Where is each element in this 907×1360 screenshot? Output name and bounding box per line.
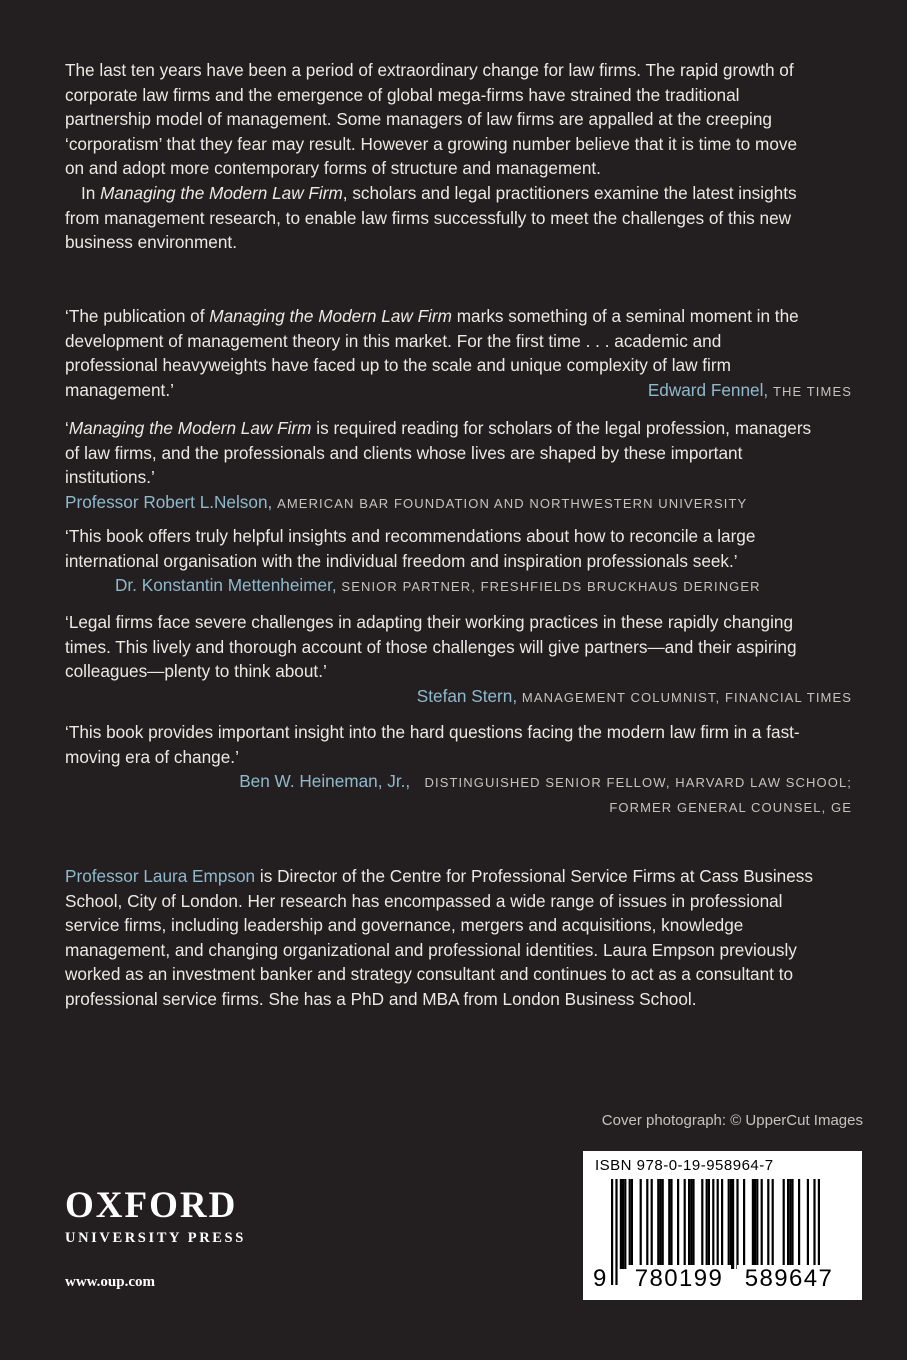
- barcode-bar: [624, 1179, 626, 1269]
- barcode-bar: [662, 1179, 664, 1269]
- endorsement-text: ‘This book provides important insight into the hard questions facing the modern law firm in a fast-moving era of change.’: [65, 722, 800, 767]
- quote-book-title: Managing the Modern Law Firm: [68, 418, 312, 438]
- endorser-name: Stefan Stern,: [416, 685, 518, 706]
- barcode-bar: [690, 1179, 692, 1269]
- cover-credit: Cover photograph: © UpperCut Images: [601, 1112, 863, 1129]
- barcode-bar: [783, 1179, 785, 1269]
- barcode-bar: [706, 1179, 708, 1269]
- barcode-bar: [798, 1179, 800, 1269]
- barcode-bar: [791, 1179, 793, 1269]
- barcode-bar: [668, 1179, 670, 1269]
- publisher-logo-main: OXFORD: [65, 1185, 238, 1226]
- barcode-bar: [677, 1179, 679, 1269]
- barcode-bar: [688, 1179, 690, 1269]
- blurb-paragraph-2: [65, 181, 810, 255]
- endorser-affiliation: DISTINGUISHED SENIOR FELLOW, HARVARD LAW SCHOOL;: [424, 775, 852, 791]
- endorsement: [65, 416, 815, 516]
- quote-text: ‘: [65, 418, 69, 438]
- endorser-name: Dr. Konstantin Mettenheimer,: [115, 575, 337, 596]
- barcode-bar: [752, 1179, 754, 1269]
- endorser-name: Edward Fennel,: [647, 379, 769, 400]
- endorser-affiliation: MANAGEMENT COLUMNIST, FINANCIAL TIMES: [521, 689, 852, 705]
- endorser-name: Ben W. Heineman, Jr.,: [239, 771, 411, 792]
- barcode-bar: [756, 1179, 758, 1269]
- blurb-p2-before: In: [81, 182, 101, 203]
- endorsement-attribution: [65, 769, 852, 796]
- quote-text: marks something of a seminal moment in the development of management theory in this market. For the first time . . . academic and professional heavyweights have faced up to the scale and unique complexity of law firm management.’: [65, 306, 799, 400]
- endorsement-text: ‘This book offers truly helpful insights and recommendations about how to reconcile a large international organisation with the individual freedom and inspiration professionals seek.’: [65, 526, 756, 571]
- blurb-p2-after: , scholars and legal practitioners examine the latest insights from management research, to enable law firms successfully to meet the challenges of this new business environment.: [65, 182, 797, 253]
- barcode-bar: [736, 1179, 738, 1269]
- barcode-bar: [670, 1179, 672, 1269]
- endorsement-attribution: [65, 573, 815, 600]
- isbn-barcode: [583, 1151, 862, 1300]
- barcode-bar: [659, 1179, 661, 1269]
- endorsement: [65, 524, 815, 600]
- barcode-bar: [692, 1179, 694, 1269]
- barcode-bar: [657, 1179, 659, 1269]
- author-bio: [65, 864, 815, 1012]
- barcode-bar: [651, 1179, 653, 1269]
- endorser-name: Professor Robert L.Nelson,: [65, 491, 273, 512]
- barcode-bar: [646, 1179, 648, 1269]
- barcode-bar: [754, 1179, 756, 1269]
- isbn-digit-first: 9: [593, 1265, 607, 1292]
- isbn-digits-left: 780199: [627, 1265, 731, 1293]
- isbn-digits-right: 589647: [737, 1265, 841, 1293]
- endorser-affiliation: FORMER GENERAL COUNSEL, GE: [609, 799, 852, 815]
- barcode-bar: [761, 1179, 763, 1269]
- barcode-bar: [611, 1179, 613, 1285]
- publisher-logo: [65, 1186, 246, 1247]
- author-name: Professor Laura Empson: [65, 866, 256, 886]
- endorsement-attribution-line-2: [65, 796, 852, 818]
- endorsement: [65, 720, 852, 818]
- barcode-bar: [787, 1179, 789, 1269]
- barcode-bar: [728, 1179, 730, 1269]
- barcode-bar: [708, 1179, 710, 1269]
- endorser-affiliation: THE TIMES: [772, 383, 852, 399]
- blurb-p2-title: Managing the Modern Law Firm: [100, 182, 343, 203]
- barcode-bar: [615, 1179, 617, 1285]
- isbn-label: ISBN 978-0-19-958964-7: [595, 1157, 774, 1174]
- book-blurb: [65, 58, 810, 255]
- barcode-bar: [772, 1179, 774, 1269]
- quote-book-title: Managing the Modern Law Firm: [209, 306, 452, 326]
- barcode-bar: [622, 1179, 624, 1269]
- barcode-bar: [730, 1179, 732, 1269]
- quote-text: is required reading for scholars of the legal profession, managers of law firms, and the professionals and clients whose lives are shaped by these important institutions.’: [65, 418, 812, 488]
- quote-text: ‘The publication of: [65, 306, 210, 326]
- barcode-bar: [767, 1179, 769, 1269]
- endorsement-attribution: [65, 378, 852, 405]
- endorsement-text: [65, 416, 815, 490]
- barcode-bar: [629, 1179, 631, 1269]
- barcode-bar: [684, 1179, 686, 1269]
- barcode-bar: [640, 1179, 642, 1269]
- publisher-website: www.oup.com: [65, 1274, 156, 1290]
- barcode-bar: [732, 1179, 734, 1269]
- barcode-bar: [743, 1179, 745, 1269]
- barcode-bar: [789, 1179, 791, 1269]
- endorsement: [65, 304, 852, 404]
- barcode-bar: [721, 1179, 723, 1269]
- barcode-bar: [807, 1179, 809, 1269]
- endorsement-text: ‘Legal firms face severe challenges in adapting their working practices in these rapidly changing times. This lively and thorough account of those challenges will give partners—and their aspiring colleagues—plenty to think about.’: [65, 612, 797, 682]
- barcode-bar: [620, 1179, 622, 1269]
- barcode-bar: [631, 1179, 633, 1269]
- endorsement-attribution: [65, 684, 852, 711]
- author-bio-text: is Director of the Centre for Professional Service Firms at Cass Business School, City of London. Her research has encompassed a wide range of issues in professional service firms, including leadership and governance, mergers and acquisitions, knowledge management, and changing organizational and professional identities. Laura Empson previously worked as an investment banker and strategy consultant and continues to act as a consultant to professional service firms. She has a PhD and MBA from London Business School.: [65, 866, 813, 1009]
- endorser-affiliation: SENIOR PARTNER, FRESHFIELDS BRUCKHAUS DERINGER: [341, 579, 761, 595]
- endorsement: [65, 610, 852, 710]
- endorsement-attribution: [65, 490, 815, 517]
- publisher-logo-sub: UNIVERSITY PRESS: [65, 1230, 246, 1246]
- blurb-paragraph-1: The last ten years have been a period of extraordinary change for law firms. The rapid growth of corporate law firms and the emergence of global mega-firms have strained the traditional partnership model of management. Some managers of law firms are appalled at the creeping ‘corporatism’ that they fear may result. However a growing number believe that it is time to move on and adopt more contemporary forms of structure and management.: [65, 60, 798, 179]
- barcode-bar: [701, 1179, 703, 1269]
- endorser-affiliation: AMERICAN BAR FOUNDATION AND NORTHWESTERN UNIVERSITY: [277, 495, 748, 511]
